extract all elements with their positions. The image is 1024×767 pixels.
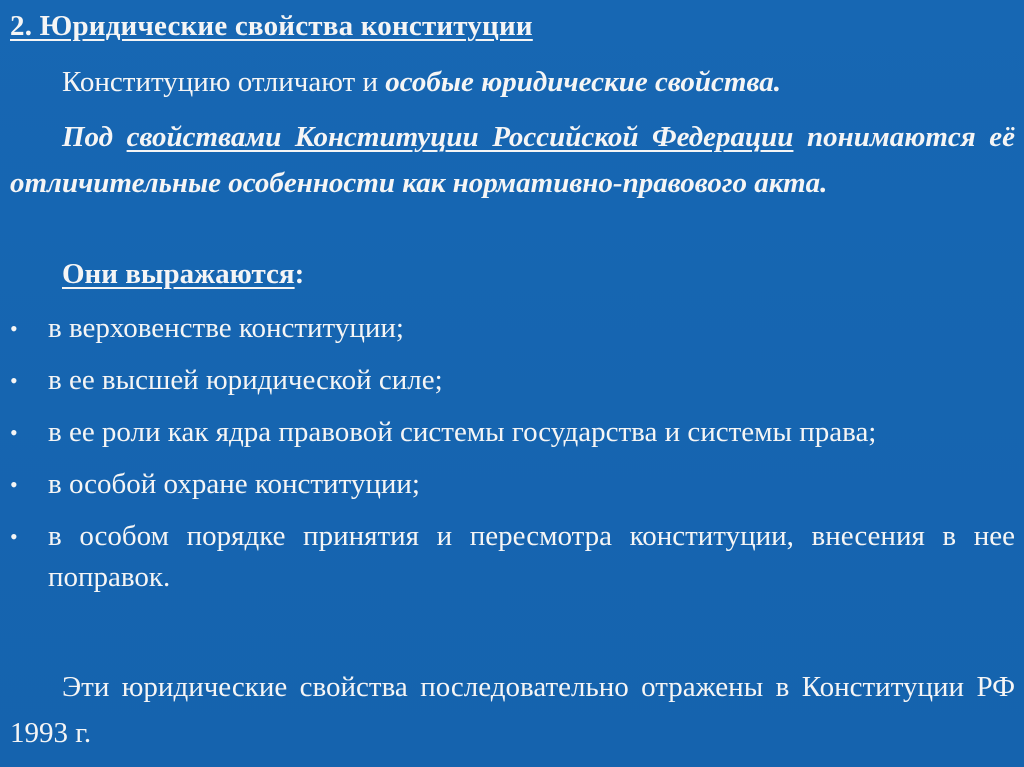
list-item-text: в ее высшей юридической силе; bbox=[48, 364, 443, 396]
list-item bbox=[10, 516, 1015, 598]
list-item bbox=[10, 360, 1015, 401]
list-heading-colon: : bbox=[294, 258, 305, 290]
properties-list bbox=[10, 308, 1015, 598]
bullet-icon: • bbox=[10, 316, 18, 341]
definition-rest: понимаются её отличительные особенности как нормативно-правового акта. bbox=[10, 121, 1016, 199]
bullet-icon: • bbox=[10, 472, 18, 497]
list-item bbox=[10, 464, 1015, 505]
definition-underlined: свойствами Конституции Российской Федерации bbox=[126, 121, 794, 153]
intro-end-punctuation: . bbox=[773, 66, 781, 98]
bullet-icon: • bbox=[10, 524, 18, 549]
list-item-text: в особом порядке принятия и пересмотра конституции, внесения в нее поправок. bbox=[48, 520, 1015, 593]
list-heading-underlined: Они выражаются bbox=[62, 258, 295, 290]
definition-paragraph bbox=[10, 114, 1015, 206]
bullet-icon: • bbox=[10, 420, 18, 445]
conclusion-paragraph: Эти юридические свойства последовательно отражены в Конституции РФ 1993 г. bbox=[10, 671, 1015, 749]
slide-title: 2. Юридические свойства конституции bbox=[10, 10, 533, 42]
list-item-text: в ее роли как ядра правовой системы государства и системы права; bbox=[48, 416, 877, 448]
list-item bbox=[10, 412, 1015, 453]
intro-paragraph bbox=[62, 66, 781, 99]
definition-lead: Под bbox=[62, 121, 127, 153]
bullet-icon: • bbox=[10, 368, 18, 393]
list-item-text: в особой охране конституции; bbox=[48, 468, 420, 500]
list-item-text: в верховенстве конституции; bbox=[48, 312, 404, 344]
intro-plain-text: Конституцию отличают и bbox=[62, 66, 386, 98]
intro-emphasis-text: особые юридические свойства bbox=[385, 66, 774, 98]
list-item bbox=[10, 308, 1015, 349]
list-heading bbox=[62, 258, 304, 291]
